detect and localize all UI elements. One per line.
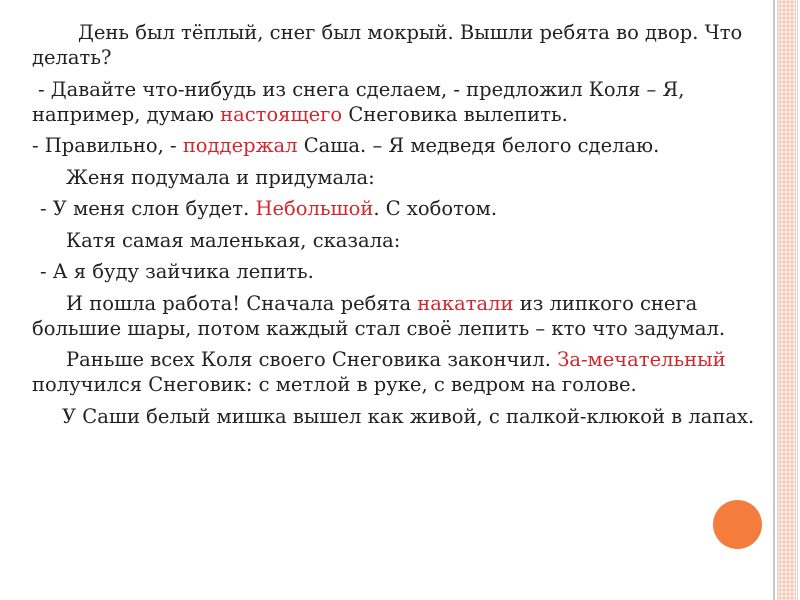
story-paragraph <box>32 196 762 221</box>
slide-border-pattern <box>778 0 796 600</box>
paragraph-text: Раньше всех Коля своего Снеговика закончил. <box>66 348 558 371</box>
highlighted-word: Небольшой <box>255 197 374 220</box>
paragraph-text: - А я буду зайчика лепить. <box>40 260 314 283</box>
story-paragraph <box>32 291 762 341</box>
paragraph-text: получился Снеговик: с метлой в руке, с ведром на голове. <box>32 373 637 396</box>
paragraph-text: Снеговика вылепить. <box>342 102 568 126</box>
story-paragraph <box>32 77 762 127</box>
story-paragraph <box>32 20 762 70</box>
slide-border-line <box>797 0 798 600</box>
decorative-orange-circle <box>713 500 762 549</box>
paragraph-text: - Давайте что-нибудь из снега сделаем, - предложил Коля – Я, например, думаю <box>32 77 685 126</box>
paragraph-text: И пошла работа! Сначала ребята <box>66 291 418 315</box>
highlighted-word: За-мечательный <box>557 348 726 371</box>
paragraph-text: . С хоботом. <box>373 197 498 220</box>
story-paragraph <box>32 228 762 253</box>
paragraph-text: Женя подумала и придумала: <box>66 165 375 189</box>
paragraph-text: У Саши белый мишка вышел как живой, с палкой-клюкой в лапах. <box>62 404 755 428</box>
slide-border-line <box>773 0 775 600</box>
paragraph-text: День был тёплый, снег был мокрый. Вышли ребята во двор. Что делать? <box>32 21 743 69</box>
paragraph-text: из липкого снега большие шары, потом каждый стал своё лепить – кто что задумал. <box>32 291 726 340</box>
story-paragraph <box>32 165 762 190</box>
paragraph-text: Саша. – Я медведя белого сделаю. <box>297 134 660 157</box>
story-paragraph <box>32 259 762 284</box>
highlighted-word: накатали <box>417 291 514 315</box>
story-paragraph <box>32 347 762 397</box>
paragraph-text: Катя самая маленькая, сказала: <box>66 228 401 252</box>
story-paragraph <box>32 133 762 158</box>
paragraph-text: - У меня слон будет. <box>40 197 256 220</box>
story-text <box>32 20 762 435</box>
highlighted-word: поддержал <box>182 134 298 157</box>
highlighted-word: настоящего <box>220 102 343 126</box>
story-paragraph <box>32 404 762 429</box>
paragraph-text: - Правильно, - <box>32 134 183 157</box>
